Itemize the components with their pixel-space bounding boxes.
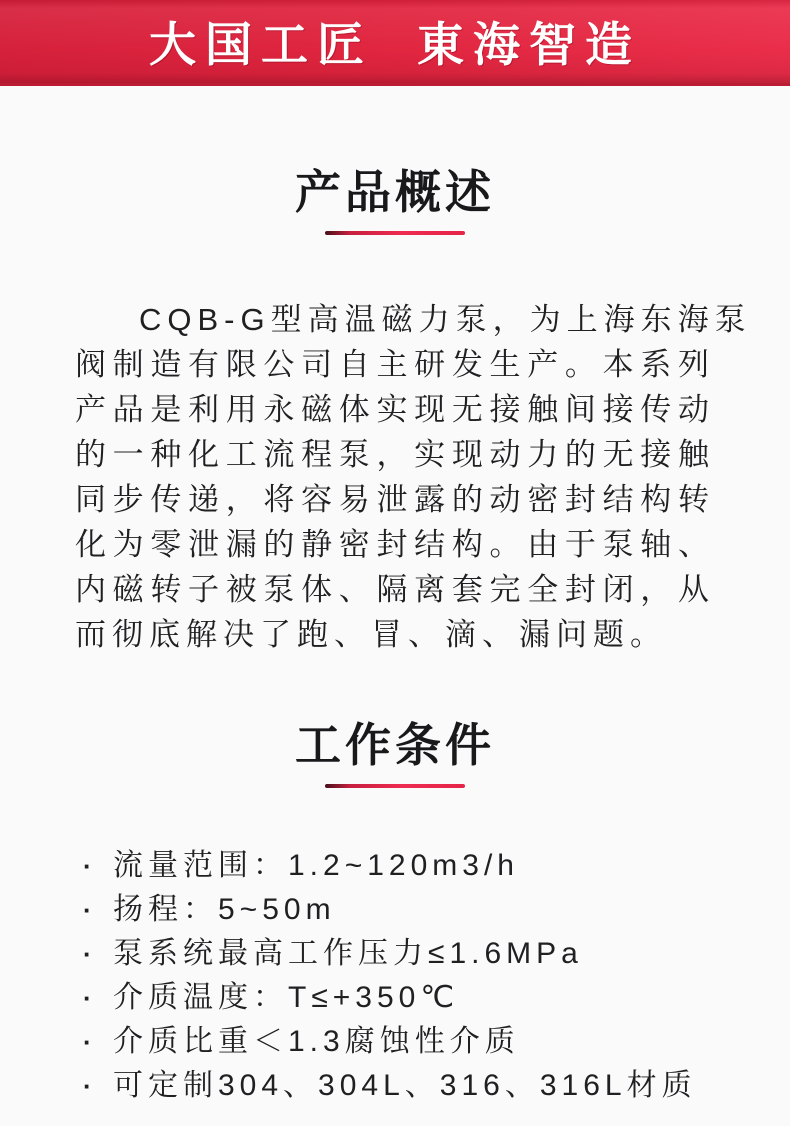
bullet-dot-icon: · bbox=[83, 939, 92, 969]
bullet-item-label: 可定制304、304L、316、316L材质 bbox=[113, 1069, 697, 1102]
paragraph-line: 产品是利用永磁体实现无接触间接传动 bbox=[75, 392, 715, 427]
bullet-item-specific-gravity bbox=[75, 1020, 790, 1064]
conditions-bullet-list bbox=[75, 844, 790, 1108]
overview-section-title: 产品概述 bbox=[295, 166, 495, 218]
conditions-title-underline bbox=[325, 784, 465, 788]
bullet-item-label: 介质比重＜1.3腐蚀性介质 bbox=[113, 1025, 520, 1058]
header-banner bbox=[0, 0, 790, 86]
bullet-item-head bbox=[75, 888, 790, 932]
overview-paragraph bbox=[75, 297, 752, 657]
paragraph-line: 阀制造有限公司自主研发生产。本系列 bbox=[75, 347, 715, 382]
section-working-conditions bbox=[0, 719, 790, 1108]
bullet-item-label: 泵系统最高工作压力≤1.6MPa bbox=[113, 937, 583, 970]
bullet-item-flow-range bbox=[75, 844, 790, 888]
bullet-dot-icon: · bbox=[83, 1071, 92, 1101]
banner-title: 大国工匠 東海智造 bbox=[148, 18, 642, 71]
bullet-dot-icon: · bbox=[83, 983, 92, 1013]
bullet-item-max-pressure bbox=[75, 932, 790, 976]
section-product-overview bbox=[0, 166, 790, 657]
bullet-item-label: 流量范围：1.2~120m3/h bbox=[113, 849, 519, 882]
bullet-dot-icon: · bbox=[83, 851, 92, 881]
paragraph-line: 内磁转子被泵体、隔离套完全封闭，从 bbox=[75, 572, 715, 607]
bullet-item-label: 扬程：5~50m bbox=[113, 893, 336, 926]
overview-title-underline bbox=[325, 231, 465, 235]
bullet-item-medium-temperature bbox=[75, 976, 790, 1020]
bullet-dot-icon: · bbox=[83, 895, 92, 925]
conditions-section-title: 工作条件 bbox=[295, 719, 495, 771]
paragraph-line: CQB-G型高温磁力泵，为上海东海泵 bbox=[139, 302, 752, 337]
paragraph-line: 化为零泄漏的静密封结构。由于泵轴、 bbox=[75, 527, 715, 562]
paragraph-line: 同步传递，将容易泄露的动密封结构转 bbox=[75, 482, 715, 517]
bullet-item-custom-materials bbox=[75, 1064, 790, 1108]
paragraph-line: 的一种化工流程泵，实现动力的无接触 bbox=[75, 437, 715, 472]
bullet-item-label: 介质温度：T≤+350℃ bbox=[113, 981, 460, 1014]
paragraph-line: 而彻底解决了跑、冒、滴、漏问题。 bbox=[75, 617, 667, 652]
bullet-dot-icon: · bbox=[83, 1027, 92, 1057]
